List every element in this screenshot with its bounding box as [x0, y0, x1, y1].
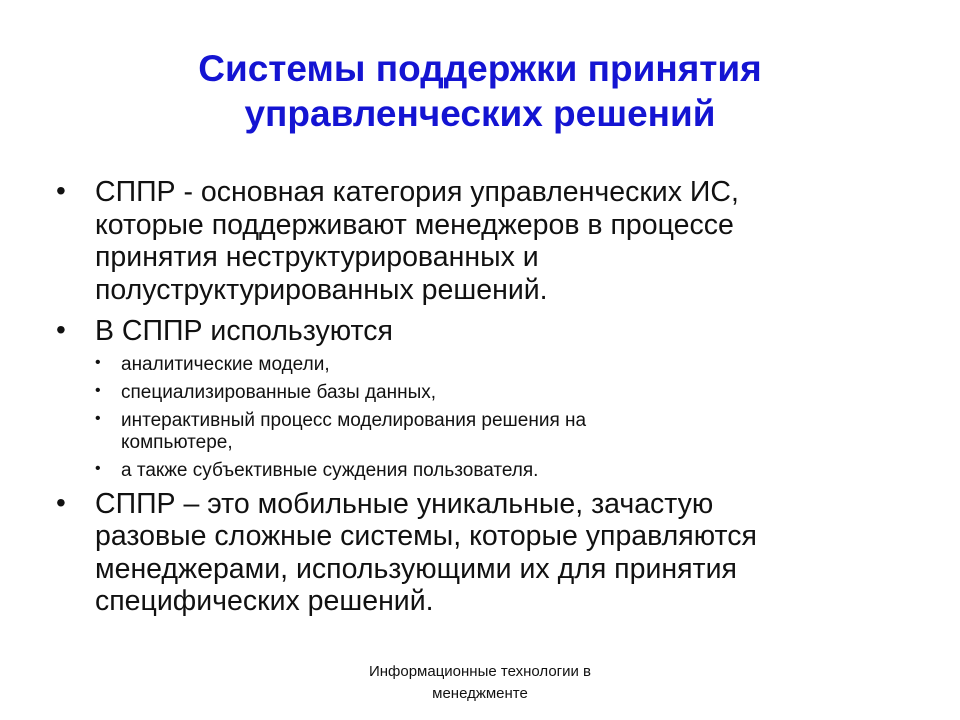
bullet-text-line: СППР – это мобильные уникальные, зачастую	[95, 487, 714, 520]
sub-bullet-list	[95, 354, 916, 482]
sub-bullet-text: интерактивный процесс моделирования решения на	[121, 409, 587, 431]
bullet-text-line: полуструктурированных решений.	[95, 273, 548, 306]
sub-bullet-marker: •	[95, 381, 101, 399]
footer-line-2: менеджменте	[432, 685, 528, 702]
bullet-marker: •	[56, 314, 66, 345]
sub-bullet-item-3	[95, 410, 916, 454]
footer-line-1: Информационные технологии в	[368, 663, 592, 680]
bullet-list	[56, 176, 916, 618]
bullet-text-line: принятия неструктурированных и	[95, 241, 539, 273]
bullet-text-line: В СППР используются	[95, 315, 393, 347]
sub-bullet-marker: •	[95, 409, 101, 427]
sub-bullet-marker: •	[95, 353, 101, 371]
slide-title-line-1: Системы поддержки принятия	[198, 48, 762, 89]
sub-bullet-item-4	[95, 460, 916, 482]
bullet-marker: •	[56, 486, 66, 518]
bullet-text-line: менеджерами, использующими их для принятия	[95, 552, 737, 585]
bullet-text-line: специфических решений.	[95, 585, 434, 617]
bullet-text-line: которые поддерживают менеджеров в процессе	[95, 208, 734, 241]
sub-bullet-text: специализированные базы данных,	[121, 381, 437, 403]
sub-bullet-text: аналитические модели,	[121, 353, 330, 375]
bullet-text-line: СППР - основная категория управленческих ИС,	[95, 176, 739, 208]
bullet-marker: •	[56, 175, 66, 206]
sub-bullet-text: компьютере,	[121, 431, 233, 453]
slide-title	[60, 46, 900, 136]
slide-footer	[280, 661, 680, 705]
slide-title-line-2: управленческих решений	[244, 93, 716, 134]
bullet-item-1	[56, 176, 916, 306]
sub-bullet-item-1	[95, 354, 916, 376]
sub-bullet-text: а также субъективные суждения пользователя.	[121, 459, 539, 481]
bullet-item-2	[56, 315, 916, 348]
sub-bullet-marker: •	[95, 459, 101, 477]
bullet-item-3	[56, 488, 916, 618]
sub-bullet-item-2	[95, 382, 916, 404]
bullet-text-line: разовые сложные системы, которые управляются	[95, 520, 757, 552]
